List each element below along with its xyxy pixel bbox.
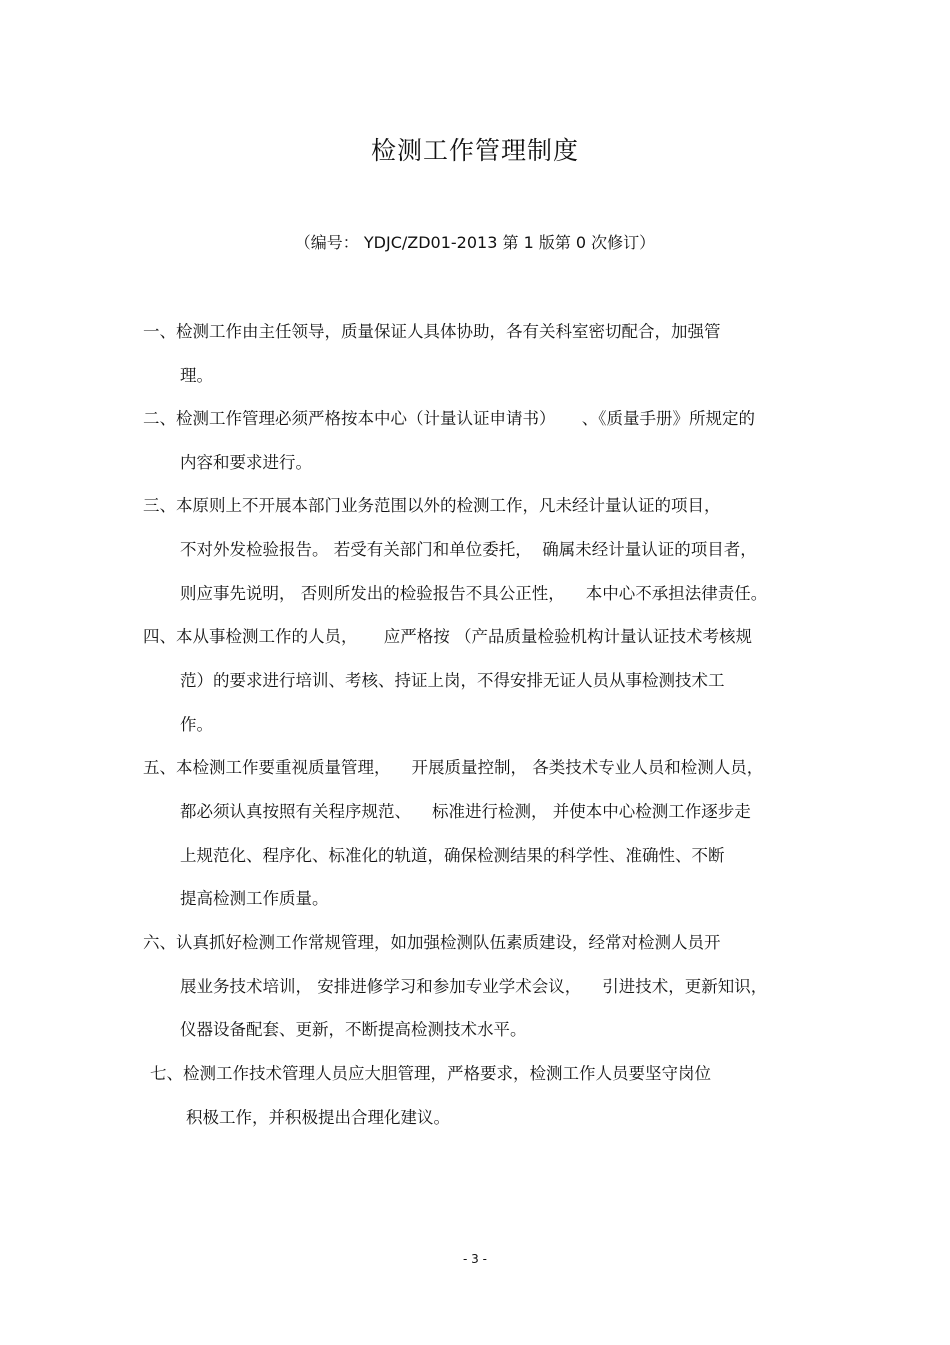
item-6-line-3: 仪器设备配套、更新，不断提高检测技术水平。	[180, 1020, 527, 1039]
item-5-line-1: 五、本检测工作要重视质量管理， 开展质量控制， 各类技术专业人员和检测人员，	[143, 758, 764, 777]
page-number: - 3 -	[463, 1252, 487, 1266]
item-4-line-1: 四、本从事检测工作的人员， 应严格按 （产品质量检验机构计量认证技术考核规	[143, 627, 752, 646]
item-1-line-1: 一、检测工作由主任领导，质量保证人具体协助，各有关科室密切配合，加强管	[143, 322, 721, 341]
item-6-line-1: 六、认真抓好检测工作常规管理，如加强检测队伍素质建设，经常对检测人员开	[143, 933, 721, 952]
item-7-line-1: 七、检测工作技术管理人员应大胆管理，严格要求，检测工作人员要坚守岗位	[150, 1064, 711, 1083]
item-1-line-2: 理。	[180, 366, 213, 385]
item-4-line-3: 作。	[180, 715, 213, 734]
item-3-line-1: 三、本原则上不开展本部门业务范围以外的检测工作，凡未经计量认证的项目，	[143, 496, 721, 515]
item-5-line-2: 都必须认真按照有关程序规范、 标准进行检测， 并使本中心检测工作逐步走	[180, 802, 751, 821]
item-5-line-4: 提高检测工作质量。	[180, 889, 329, 908]
item-3-line-3: 则应事先说明， 否则所发出的检验报告不具公正性， 本中心不承担法律责任。	[180, 584, 768, 603]
document-title: 检测工作管理制度	[370, 136, 579, 165]
document-number: （编号： YDJC/ZD01-2013 第 1 版第 0 次修订）	[294, 233, 656, 252]
item-6-line-2: 展业务技术培训， 安排进修学习和参加专业学术会议， 引进技术，更新知识，	[180, 977, 768, 996]
item-2-line-1: 二、检测工作管理必须严格按本中心（计量认证申请书） 、《质量手册》所规定的	[143, 409, 755, 428]
item-7-line-2: 积极工作，并积极提出合理化建议。	[186, 1108, 450, 1127]
item-4-line-2: 范）的要求进行培训、考核、持证上岗，不得安排无证人员从事检测技术工	[180, 671, 725, 690]
item-5-line-3: 上规范化、程序化、标准化的轨道，确保检测结果的科学性、准确性、不断	[180, 846, 725, 865]
item-3-line-2: 不对外发检验报告。 若受有关部门和单位委托， 确属未经计量认证的项目者，	[180, 540, 757, 559]
item-2-line-2: 内容和要求进行。	[180, 453, 312, 472]
